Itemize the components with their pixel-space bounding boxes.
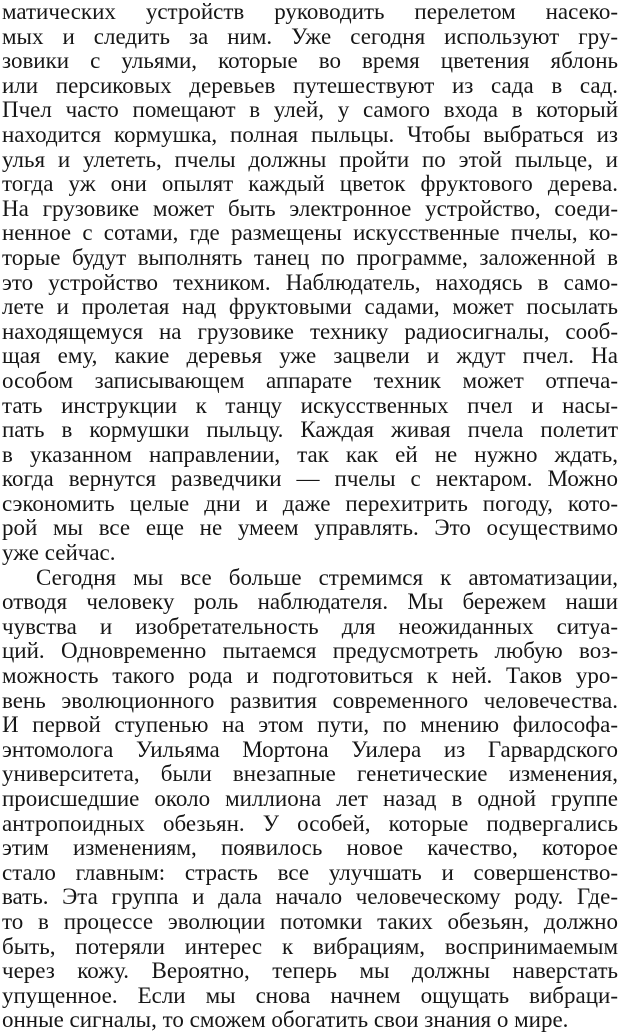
text-line: антропоидных обезьян. У особей, которые подвергались: [2, 811, 618, 836]
text-line: в указанном направлении, так как ей не нужно ждать,: [2, 442, 618, 467]
text-line: На грузовике может быть электронное устройство, соеди-: [2, 196, 618, 221]
text-line: происшедшие около миллиона лет назад в одной группе: [2, 787, 618, 811]
text-line: улья и улететь, пчелы должны пройти по этой пыльце, и: [2, 147, 618, 172]
text-line: И первой ступенью на этом пути, по мнению философа-: [2, 713, 618, 738]
text-line: рой мы все еще не умеем управлять. Это осуществимо: [2, 516, 618, 541]
text-line: лете и пролетая над фруктовыми садами, может посылать: [2, 295, 618, 320]
text-line: онные сигналы, то сможем обогатить свои знания о мире.: [2, 1008, 569, 1033]
text-line: зовики с ульями, которые во время цветения яблонь: [2, 49, 618, 74]
text-line: то в процессе эволюции потомки таких обезьян, должно: [2, 909, 618, 934]
text-line: быть, потеряли интерес к вибрациям, воспринимаемым: [2, 934, 618, 959]
text-line: сэкономить целые дни и даже перехитрить погоду, кото-: [2, 491, 618, 516]
text-line: особом записывающем аппарате техник может отпеча-: [2, 368, 618, 393]
text-line: тать инструкции к танцу искусственных пчел и насы-: [2, 393, 618, 418]
text-line: это устройство техником. Наблюдатель, находясь в само-: [2, 270, 618, 295]
text-line: пать в кормушки пыльцу. Каждая живая пчела полетит: [2, 418, 618, 443]
text-line: матических устройств руководить перелетом насеко-: [2, 0, 618, 24]
text-line: уже сейчас.: [2, 541, 116, 566]
text-line: вать. Эта группа и дала начало человеческому роду. Где-: [2, 885, 618, 910]
text-line: чувства и изобретательность для неожиданных ситуа-: [2, 614, 618, 639]
text-line: Сегодня мы все больше стремимся к автоматизации,: [36, 565, 618, 590]
paragraph-2: [2, 566, 618, 1033]
text-line: упущенное. Если мы снова начнем ощущать вибраци-: [2, 983, 618, 1008]
text-line: энтомолога Уильяма Мортона Уилера из Гарвардского: [2, 737, 618, 762]
text-line: Пчел часто помещают в улей, у самого входа в который: [2, 98, 618, 123]
text-line: можность такого рода и подготовиться к ней. Таков уро-: [2, 664, 618, 689]
text-line: тогда уж они опылят каждый цветок фруктового дерева.: [2, 172, 618, 197]
text-line: находящемуся на грузовике технику радиосигналы, сооб-: [2, 319, 618, 344]
text-line: торые будут выполнять танец по программе, заложенной в: [2, 245, 618, 270]
text-line: щая ему, какие деревья уже зацвели и ждут пчел. На: [2, 344, 618, 369]
text-line: находится кормушка, полная пыльцы. Чтобы выбраться из: [2, 122, 618, 147]
text-line: ненное с сотами, где размещены искусственные пчелы, ко-: [2, 221, 618, 246]
text-line: ций. Одновременно пытаемся предусмотреть любую воз-: [2, 639, 618, 664]
text-line: через кожу. Вероятно, теперь мы должны наверстать: [2, 959, 618, 984]
paragraph-1: [2, 0, 618, 566]
text-line: мых и следить за ним. Уже сегодня используют гру-: [2, 24, 618, 49]
text-line: или персиковых деревьев путешествуют из сада в сад.: [2, 73, 618, 98]
text-line: этим изменениям, появилось новое качество, которое: [2, 836, 618, 861]
text-line: когда вернутся разведчики — пчелы с нектаром. Можно: [2, 467, 618, 492]
text-line: вень эволюционного развития современного человечества.: [2, 688, 618, 713]
text-line: университета, были внезапные генетические изменения,: [2, 762, 618, 787]
text-line: отводя человеку роль наблюдателя. Мы бережем наши: [2, 590, 618, 615]
text-line: стало главным: страсть все улучшать и совершенство-: [2, 860, 618, 885]
